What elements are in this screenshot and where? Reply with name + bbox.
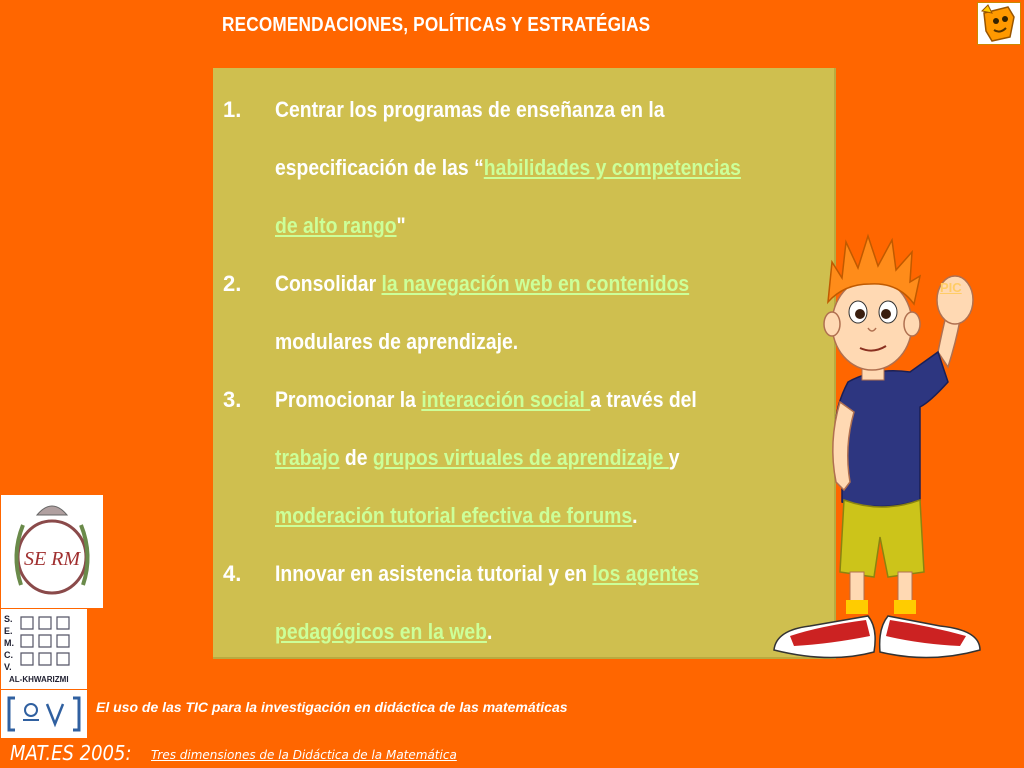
semcv-crest-logo <box>1 495 103 608</box>
item-text-segment: Innovar en asistencia tutorial y en <box>275 561 593 586</box>
footer-brand: MAT.ES 2005: <box>10 741 132 765</box>
semcv-letter: S. <box>4 614 13 624</box>
cartoon-boy-illustration <box>770 232 985 664</box>
item-number: 3. <box>223 387 242 412</box>
footer-subtitle: El uso de las TIC para la investigación en didáctica de las matemáticas <box>96 699 568 715</box>
link-interaccion-social[interactable]: interacción social <box>421 387 591 412</box>
bracket-logo-icon <box>1 690 87 738</box>
slide-title: RECOMENDACIONES, POLÍTICAS Y ESTRATÉGIAS <box>222 14 651 36</box>
semcv-letter: C. <box>4 650 13 660</box>
item-number: 1. <box>223 97 242 122</box>
semcv-letter: V. <box>4 662 12 672</box>
crest-letters: SE RM <box>23 548 81 570</box>
semcv-letters <box>4 613 14 673</box>
item-text <box>275 255 763 371</box>
link-moderacion-tutorial[interactable]: moderación tutorial efectiva de forums <box>275 503 633 528</box>
recommendation-item <box>223 255 823 371</box>
item-text-segment: de <box>339 445 373 470</box>
item-text-segment: a través del <box>590 387 697 412</box>
recommendation-item <box>223 545 823 661</box>
semcv-logo <box>1 609 87 689</box>
recommendation-item <box>223 81 823 255</box>
link-navegacion-web[interactable]: la navegación web en contenidos <box>381 271 690 296</box>
crest-icon <box>1 495 103 608</box>
item-text-segment: . <box>486 619 493 644</box>
item-text-segment: y <box>668 445 680 470</box>
link-trabajo[interactable]: trabajo <box>275 445 340 470</box>
geometric-pattern-icon <box>17 611 83 673</box>
mascot-face-icon <box>978 3 1020 44</box>
link-agentes-pedagogicos[interactable]: los agentes pedagógicos en la web <box>275 561 699 644</box>
recommendations-box <box>213 68 836 659</box>
item-text-segment: . <box>632 503 638 528</box>
item-text <box>275 371 763 545</box>
item-number: 4. <box>223 561 242 586</box>
ov-logo <box>1 690 87 738</box>
top-right-logo[interactable] <box>977 2 1021 45</box>
item-text-segment: Centrar los programas de enseñanza en la especificación de las “ <box>275 97 665 180</box>
item-text-segment: Promocionar la <box>275 387 422 412</box>
item-text-segment: modulares de aprendizaje. <box>275 329 519 354</box>
item-text-segment: " <box>396 213 406 238</box>
footer-link[interactable]: Tres dimensiones de la Didáctica de la Matemática <box>151 748 457 762</box>
item-text-segment: Consolidar <box>275 271 382 296</box>
semcv-letter: M. <box>4 638 14 648</box>
link-habilidades[interactable]: habilidades y competencias de alto rango <box>275 155 741 238</box>
item-text <box>275 545 763 661</box>
semcv-name: AL-KHWARIZMI <box>9 675 69 684</box>
recommendation-item <box>223 371 823 545</box>
item-number: 2. <box>223 271 242 296</box>
item-text <box>275 81 763 255</box>
link-grupos-virtuales[interactable]: grupos virtuales de aprendizaje <box>372 445 669 470</box>
pic-badge-link[interactable]: PIC <box>940 280 962 295</box>
semcv-letter: E. <box>4 626 13 636</box>
